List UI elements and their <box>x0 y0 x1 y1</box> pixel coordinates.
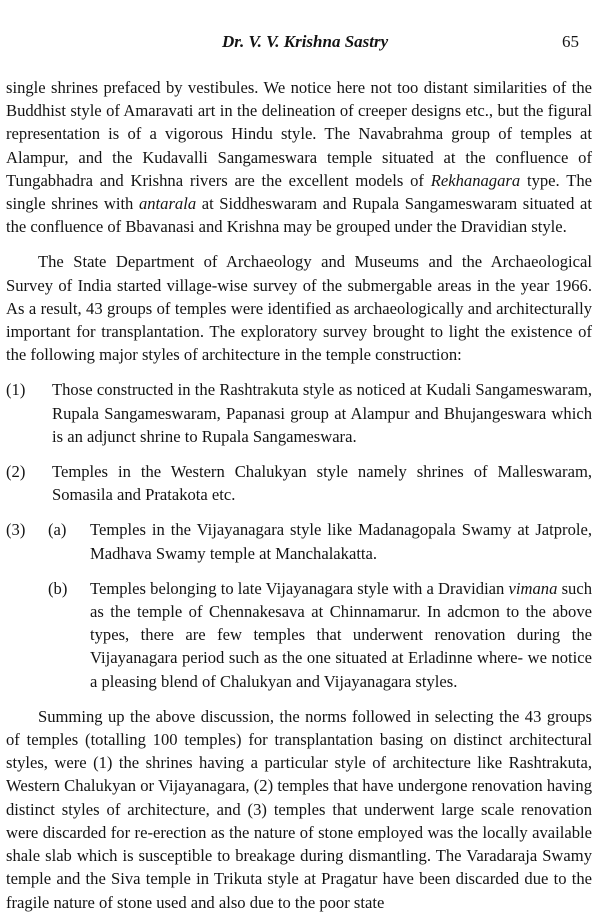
term-vimana: vimana <box>508 578 558 598</box>
list-item-3b-text-b: such as the temple of Chennakesava at Chinnamarur. In adcmon to the above types, there are few temples that underwent renovation during the Vijayanagara period such as the one situated at Erladinne where- we notice a pleasing blend of Chalukyan and Vijayanagara styles. <box>90 578 592 691</box>
list-item-3b <box>6 577 592 693</box>
paragraph-3: Summing up the above discussion, the norms followed in selecting the 43 groups of temples (totalling 100 temples) for transplantation basing on distinct architectural styles, were (1) the shrines having a particular style of architecture like Rashtrakuta, Western Chalukyan or Vijayanagara, (2) temples that have undergone renovation having distinct styles of architecture, and (3) temples that underwent large scale renovation were discarded for re-erection as the nature of stone employed was the locally available shale slab which is susceptible to breakage during dismantling. The Varadaraja Swamy temple and the Siva temple in Trikuta style at Pragatur have been discarded due to the fragile nature of stone used and also due to the poor state <box>6 706 592 912</box>
list-item-3a-text: Temples in the Vijayanagara style like Madanagopala Swamy at Jatprole, Madhava Swamy temple at Manchalakatta. <box>90 520 592 563</box>
list-item-3b-text-a: Temples belonging to late Vijayanagara style with a Dravidian <box>90 578 509 598</box>
list-letter-b: (b) <box>48 578 68 598</box>
paragraph-1 <box>6 76 592 238</box>
list-number-2: (2) <box>6 462 26 482</box>
page-header <box>0 30 600 60</box>
list-item-2 <box>6 460 592 506</box>
list-number-3: (3) <box>6 520 26 540</box>
paragraph-1-text-b: type. The single shrines with <box>6 170 592 214</box>
paragraph-2: The State Department of Archaeology and Museums and the Archaeological Survey of India started village-wise survey of the submergable areas in the year 1966. As a result, 43 groups of temples were identified as archaeologically and architecturally important for transplantation. The exploratory survey brought to light the existence of the following major styles of architecture in the temple construction: <box>6 252 592 365</box>
list-item-1 <box>6 378 592 448</box>
paragraph-1-text-c: at Siddheswaram and Rupala Sangameswaram situated at the confluence of Bbavanasi and Krishna may be grouped under the Dravidian style. <box>6 194 592 237</box>
list-item-2-text: Temples in the Western Chalukyan style namely shrines of Malleswaram, Somasila and Pratakota etc. <box>52 462 592 505</box>
running-head: Dr. V. V. Krishna Sastry <box>222 32 389 51</box>
list-item-1-text: Those constructed in the Rashtrakuta style as noticed at Kudali Sangameswaram, Rupala Sangameswaram, Papanasi group at Alampur and Bhujangeswara which is an adjunct shrine to Rupala Sangameswara. <box>52 380 592 446</box>
list-letter-a: (a) <box>48 520 67 540</box>
paragraph-1-text-a: single shrines prefaced by vestibules. We notice here not too distant similarities of the Buddhist style of Amaravati art in the delineation of creeper designs etc., but the figural representation is of a vigorous Hindu style. The Navabrahma group of temples at Alampur, and the Kudavalli Sangameswara temple situated at the confluence of Tungabhadra and Krishna rivers are the excellent models of <box>6 78 592 190</box>
body-text <box>6 76 592 914</box>
list-number-1: (1) <box>6 380 26 400</box>
term-rekhanagara: Rekhanagara <box>430 170 521 190</box>
term-antarala: antarala <box>138 194 197 214</box>
list-item-3a <box>6 518 592 564</box>
page-number: 65 <box>562 32 579 51</box>
